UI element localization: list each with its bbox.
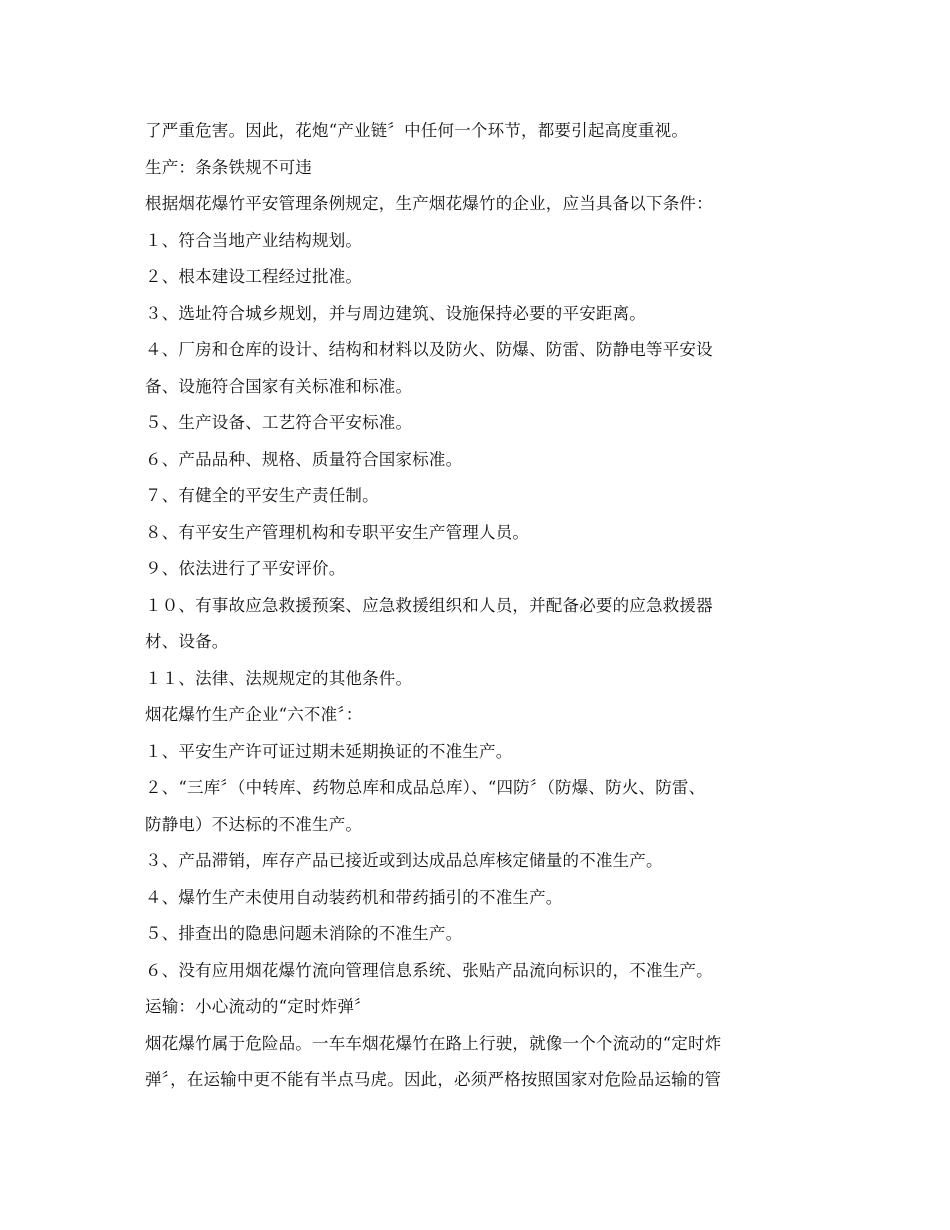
list-item-continuation: 备、设施符合国家有关标准和标准。 (145, 376, 413, 396)
document-body (145, 113, 815, 1099)
paragraph-line: 根据烟花爆竹平安管理条例规定，生产烟花爆竹的企业，应当具备以下条件： (145, 194, 713, 213)
list-item: １、平安生产许可证过期未延期换证的不准生产。 (145, 741, 513, 761)
paragraph-line: 了严重危害。因此，花炮“产业链〞中任何一个环节，都要引起高度重视。 (145, 121, 689, 140)
list-item-continuation: 防静电）不达标的不准生产。 (145, 814, 363, 834)
list-item: ３、选址符合城乡规划，并与周边建筑、设施保持必要的平安距离。 (145, 303, 646, 323)
list-item: ５、生产设备、工艺符合平安标准。 (145, 413, 413, 432)
list-item: ６、产品品种、规格、质量符合国家标准。 (145, 449, 463, 469)
list-item: １０、有事故应急救援预案、应急救援组织和人员，并配备必要的应急救援器 (145, 595, 713, 615)
list-item: ７、有健全的平安生产责任制。 (145, 486, 379, 505)
list-item: １１、法律、法规规定的其他条件。 (145, 668, 413, 688)
list-item: ４、爆竹生产未使用自动装药机和带药插引的不准生产。 (145, 887, 563, 907)
list-item: ２、根本建设工程经过批准。 (145, 267, 363, 286)
list-item: ２、“三库〞（中转库、药物总库和成品总库）、“四防〞（防爆、防火、防雷、 (145, 778, 706, 797)
list-item: ８、有平安生产管理机构和专职平安生产管理人员。 (145, 522, 530, 542)
list-item: ９、依法进行了平安评价。 (145, 559, 346, 578)
paragraph-line: 弹〞，在运输中更不能有半点马虎。因此，必须严格按照国家对危险品运输的管 (145, 1070, 722, 1089)
list-item: ６、没有应用烟花爆竹流向管理信息系统、张贴产品流向标识的，不准生产。 (145, 960, 713, 980)
list-item-continuation: 材、设备。 (145, 632, 229, 651)
list-item: ３、产品滞销，库存产品已接近或到达成品总库核定储量的不准生产。 (145, 851, 663, 870)
section-heading-transport: 运输：小心流动的“定时炸弹〞 (145, 997, 371, 1016)
list-item: １、符合当地产业结构规划。 (145, 230, 363, 250)
subheading-six-prohibitions: 烟花爆竹生产企业“六不准〞： (145, 705, 363, 724)
paragraph-line: 烟花爆竹属于危险品。一车车烟花爆竹在路上行驶，就像一个个流动的“定时炸 (145, 1033, 722, 1053)
section-heading-production: 生产：条条铁规不可违 (145, 157, 312, 177)
list-item: ５、排查出的隐患问题未消除的不准生产。 (145, 924, 463, 943)
list-item: ４、厂房和仓库的设计、结构和材料以及防火、防爆、防雷、防静电等平安设 (145, 340, 713, 359)
